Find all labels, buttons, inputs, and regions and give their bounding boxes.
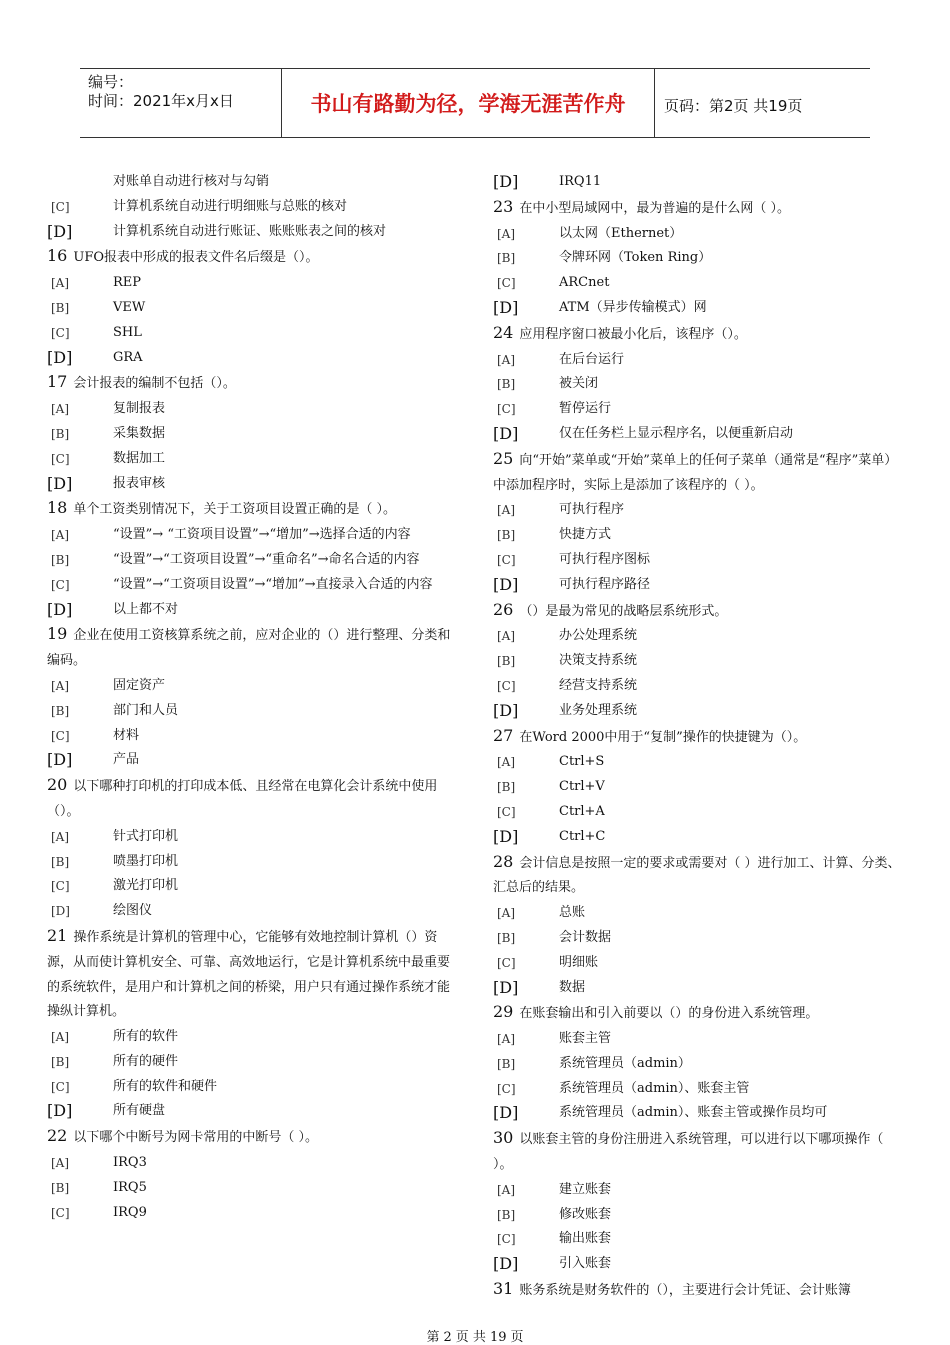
option-text: 输出账套 [559,1231,612,1247]
answer-option [47,220,457,245]
question-29 [493,1000,905,1027]
option-text: 修改账套 [559,1206,612,1222]
option-letter: [A] [51,528,70,543]
left-column [47,170,457,1225]
question-18 [47,496,457,523]
question-number: 27 [493,725,514,745]
option-text: “设置”→“工资项目设置”→“增加”→直接录入合适的内容 [113,576,433,592]
page-header [80,68,870,138]
question-text: 以账套主管的身份注册进入系统管理，可以进行以下哪项操作（ ）。 [493,1132,884,1173]
option-text: 经营支持系统 [559,677,638,693]
answer-option [493,825,905,850]
option-text: 绘图仪 [113,903,153,919]
question-number: 25 [493,448,514,468]
option-text: Ctrl+C [559,828,606,844]
question-text: 应用程序窗口被最小化后，该程序（）。 [519,326,747,342]
option-letter: [A] [497,1032,516,1047]
option-text: 报表审核 [113,475,166,491]
question-21 [47,924,457,1025]
option-text: 激光打印机 [113,878,179,894]
option-text: 明细账 [559,954,599,970]
option-letter: [A] [497,226,516,241]
question-number: 22 [47,1126,68,1146]
footer-mid: 页 共 [455,1330,486,1345]
question-number: 24 [493,322,514,342]
answer-option [47,195,457,220]
question-text: （）是最为常见的战略层系统形式。 [519,603,728,619]
answer-option [493,1101,905,1126]
option-letter: [D] [47,221,73,241]
question-17 [47,370,457,397]
footer-prefix: 第 [426,1330,440,1345]
question-24 [493,321,905,348]
option-text: IRQ11 [559,174,602,189]
option-letter: [B] [51,552,70,567]
option-letter: [A] [497,629,516,644]
option-letter: [D] [47,599,73,619]
option-letter: [C] [51,879,70,894]
answer-option [493,699,905,724]
answer-option [493,348,905,373]
option-text: 所有的软件 [113,1029,179,1045]
answer-option [47,899,457,924]
question-text: 在Word 2000中用于“复制”操作的快捷键为（）。 [519,729,807,745]
option-letter: [B] [497,528,516,543]
question-31 [493,1277,905,1304]
answer-option [493,775,905,800]
question-22 [47,1124,457,1151]
option-text: 仅在任务栏上显示程序名，以便重新启动 [559,425,794,441]
footer-suffix: 页 [510,1330,524,1345]
question-text: 以下哪个中断号为网卡常用的中断号（ ）。 [73,1130,318,1146]
option-text: GRA [113,349,143,365]
answer-option [493,674,905,699]
option-text: 固定资产 [113,677,166,693]
answer-option [493,271,905,296]
answer-option [47,422,457,447]
answer-option [493,422,905,447]
option-letter: [D] [493,423,519,443]
question-text: 企业在使用工资核算系统之前，应对企业的（）进行整理、分类和编码。 [47,628,451,669]
question-number: 26 [493,599,514,619]
answer-option [493,548,905,573]
option-text: 材料 [113,727,140,743]
option-text: 办公处理系统 [559,628,638,644]
option-text: 建立账套 [559,1181,612,1197]
option-text: VEW [113,299,146,315]
option-text: 数据加工 [113,450,166,466]
option-letter: [A] [51,1156,70,1171]
option-text: 可执行程序图标 [559,551,651,567]
option-text: 令牌环网（Token Ring） [559,250,712,266]
option-letter: [C] [51,728,70,743]
option-letter: [D] [47,473,73,493]
header-motto: 书山有路勤为径，学海无涯苦作舟 [281,69,655,137]
answer-option [493,170,905,195]
question-number: 17 [47,372,68,392]
option-letter: [B] [497,654,516,669]
option-text: 以太网（Ethernet） [559,225,683,241]
option-letter: [B] [51,426,70,441]
footer-page: 2 [443,1330,452,1345]
option-letter: [B] [497,1207,516,1222]
option-letter: [C] [497,804,516,819]
option-letter: [B] [51,854,70,869]
question-text: 在中小型局域网中，最为普遍的是什么网（ ）。 [519,200,790,216]
option-letter: [C] [497,276,516,291]
option-text: 被关闭 [559,376,599,392]
answer-option [493,498,905,523]
option-letter: [A] [51,402,70,417]
answer-option [47,850,457,875]
option-text: 会计数据 [559,929,612,945]
option-text: 产品 [113,752,140,768]
option-letter: [A] [497,755,516,770]
option-letter: [A] [497,352,516,367]
option-letter: [D] [493,172,519,191]
question-text: 单个工资类别情况下，关于工资项目设置正确的是（ ）。 [73,502,396,518]
option-text: Ctrl+S [559,754,605,770]
answer-option [47,1176,457,1201]
question-number: 20 [47,775,68,795]
option-text: 在后台运行 [559,351,625,367]
answer-option [493,1027,905,1052]
option-text: 可执行程序路径 [559,576,651,592]
option-text: Ctrl+V [559,779,605,795]
option-text: 针式打印机 [113,828,179,844]
question-number: 18 [47,498,68,518]
option-text: 暂停运行 [559,401,612,417]
option-text: 所有的软件和硬件 [113,1078,218,1094]
question-text: 向“开始”菜单或“开始”菜单上的任何子菜单（通常是“程序”菜单）中添加程序时，实际上是添加了该程序的（ ）。 [493,452,898,493]
option-letter: [C] [497,678,516,693]
option-letter: [A] [497,1182,516,1197]
answer-option [47,523,457,548]
question-27 [493,724,905,751]
option-letter: [A] [51,276,70,291]
option-text: 计算机系统自动进行账证、账账账表之间的核对 [113,223,387,239]
answer-option [47,1201,457,1226]
header-page-info: 页码：第2页 共19页 [664,97,803,115]
option-text: ATM（异步传输模式）网 [559,299,707,315]
option-letter: [B] [497,377,516,392]
option-letter: [A] [51,1030,70,1045]
right-column [493,170,905,1304]
answer-option [493,1178,905,1203]
question-25 [493,447,905,499]
footer-total: 19 [489,1330,507,1345]
option-letter: [C] [51,451,70,466]
answer-option [493,573,905,598]
option-letter: [A] [51,829,70,844]
option-text: IRQ5 [113,1179,147,1195]
option-text: 复制报表 [113,401,166,417]
question-text: 操作系统是计算机的管理中心，它能够有效地控制计算机（）资源，从而使计算机安全、可靠、高效地运行，它是计算机系统中最重要的系统软件，是用户和计算机之间的桥梁，用户只有通过操作系统才能操纵计算机。 [47,929,451,1020]
question-number: 16 [47,246,68,266]
answer-option [47,397,457,422]
question-number: 28 [493,851,514,871]
option-letter: [C] [497,1081,516,1096]
option-text: 账套主管 [559,1031,612,1047]
option-text: 可执行程序 [559,502,625,518]
option-text: 系统管理员（admin） [559,1055,691,1071]
answer-option [47,1025,457,1050]
question-text: 账务系统是财务软件的（），主要进行会计凭证、会计账簿 [519,1283,851,1299]
option-letter: [C] [51,577,70,592]
option-letter: [A] [497,906,516,921]
answer-option [47,598,457,623]
option-letter: [B] [51,300,70,315]
option-text: 采集数据 [113,425,166,441]
option-letter: [D] [51,904,70,919]
option-text: 所有的硬件 [113,1053,179,1069]
option-letter: [B] [51,703,70,718]
option-text: Ctrl+A [559,803,605,819]
option-text: 系统管理员（admin）、账套主管 [559,1080,750,1096]
question-19 [47,622,457,674]
code-label: 编号： [88,73,134,91]
question-number: 29 [493,1002,514,1022]
continuation-line: 对账单自动进行核对与勾销 [113,174,270,189]
answer-option [493,649,905,674]
option-letter: [A] [497,503,516,518]
answer-option [47,573,457,598]
answer-option [47,674,457,699]
question-text: 在账套输出和引入前要以（）的身份进入系统管理。 [519,1006,819,1022]
option-letter: [A] [51,678,70,693]
option-text: SHL [113,324,142,340]
page-footer [0,1326,950,1345]
answer-option [493,222,905,247]
option-text: 决策支持系统 [559,653,638,669]
option-text: 以上都不对 [113,601,179,617]
question-text: 以下哪种打印机的打印成本低、且经常在电算化会计系统中使用（）。 [47,779,438,819]
answer-option [493,246,905,271]
answer-option [47,548,457,573]
question-28 [493,850,905,902]
answer-option [47,447,457,472]
question-number: 19 [47,624,68,644]
option-letter: [B] [497,251,516,266]
question-text: 会计报表的编制不包括（）。 [73,376,236,392]
question-number: 30 [493,1128,514,1148]
answer-option [493,951,905,976]
question-number: 21 [47,925,68,945]
option-text: “设置”→“工资项目设置”→“重命名”→命名合适的内容 [113,551,420,567]
option-letter: [C] [51,325,70,340]
option-text: 引入账套 [559,1256,612,1272]
answer-option [47,1099,457,1124]
option-text: IRQ3 [113,1155,147,1171]
answer-option [493,1077,905,1102]
time-label: 时间：2021年x月x日 [88,92,234,110]
question-text: 会计信息是按照一定的要求或需要对（ ）进行加工、计算、分类、汇总后的结果。 [493,855,901,896]
option-text: REP [113,275,142,291]
answer-option [493,624,905,649]
option-text: “设置”→ “工资项目设置”→“增加”→选择合适的内容 [113,527,411,543]
option-letter: [D] [47,1101,73,1121]
answer-option [47,748,457,773]
answer-option [47,271,457,296]
option-text: ARCnet [559,275,610,291]
option-letter: [D] [493,977,519,997]
option-letter: [C] [51,1079,70,1094]
option-letter: [C] [51,199,70,214]
answer-option [493,397,905,422]
answer-option [47,825,457,850]
answer-option [493,976,905,1001]
option-letter: [D] [493,297,519,317]
option-letter: [D] [47,750,73,770]
answer-option [493,926,905,951]
answer-option [47,699,457,724]
option-text: 总账 [559,905,586,921]
answer-option [493,901,905,926]
option-letter: [B] [51,1054,70,1069]
answer-option [493,523,905,548]
answer-option [47,1075,457,1100]
question-23 [493,195,905,222]
answer-option [47,1151,457,1176]
header-meta [80,69,281,137]
answer-option [493,372,905,397]
option-letter: [D] [493,574,519,594]
option-letter: [C] [497,955,516,970]
option-text: 部门和人员 [113,702,179,718]
option-letter: [D] [47,347,73,367]
option-letter: [D] [493,700,519,720]
answer-option [493,1052,905,1077]
question-26 [493,598,905,625]
question-30 [493,1126,905,1178]
answer-option [47,1050,457,1075]
answer-option [47,296,457,321]
answer-option [493,1252,905,1277]
question-number: 31 [493,1279,514,1299]
answer-option [493,750,905,775]
question-16 [47,244,457,271]
answer-option [47,472,457,497]
option-text: 数据 [559,979,586,995]
option-letter: [D] [493,1254,519,1274]
option-letter: [D] [493,1103,519,1123]
option-letter: [D] [493,826,519,846]
answer-option [493,1227,905,1252]
answer-option [47,724,457,749]
option-letter: [B] [51,1180,70,1195]
option-text: 计算机系统自动进行明细账与总账的核对 [113,198,348,214]
answer-option [47,346,457,371]
answer-option [493,296,905,321]
option-text: 喷墨打印机 [113,853,179,869]
option-letter: [C] [497,402,516,417]
option-letter: [C] [497,1232,516,1247]
option-text: IRQ9 [113,1204,147,1220]
option-text: 所有硬盘 [113,1103,166,1119]
option-letter: [B] [497,780,516,795]
option-letter: [B] [497,930,516,945]
answer-option [493,1203,905,1228]
answer-option [47,874,457,899]
option-letter: [B] [497,1056,516,1071]
question-text: UFO报表中形成的报表文件名后缀是（）。 [73,250,319,266]
option-letter: [C] [51,1205,70,1220]
answer-option [493,800,905,825]
question-20 [47,773,457,825]
option-text: 业务处理系统 [559,702,638,718]
option-text: 系统管理员（admin）、账套主管或操作员均可 [559,1105,828,1121]
question-number: 23 [493,196,514,216]
answer-option [47,321,457,346]
option-text: 快捷方式 [559,527,612,543]
option-letter: [C] [497,552,516,567]
